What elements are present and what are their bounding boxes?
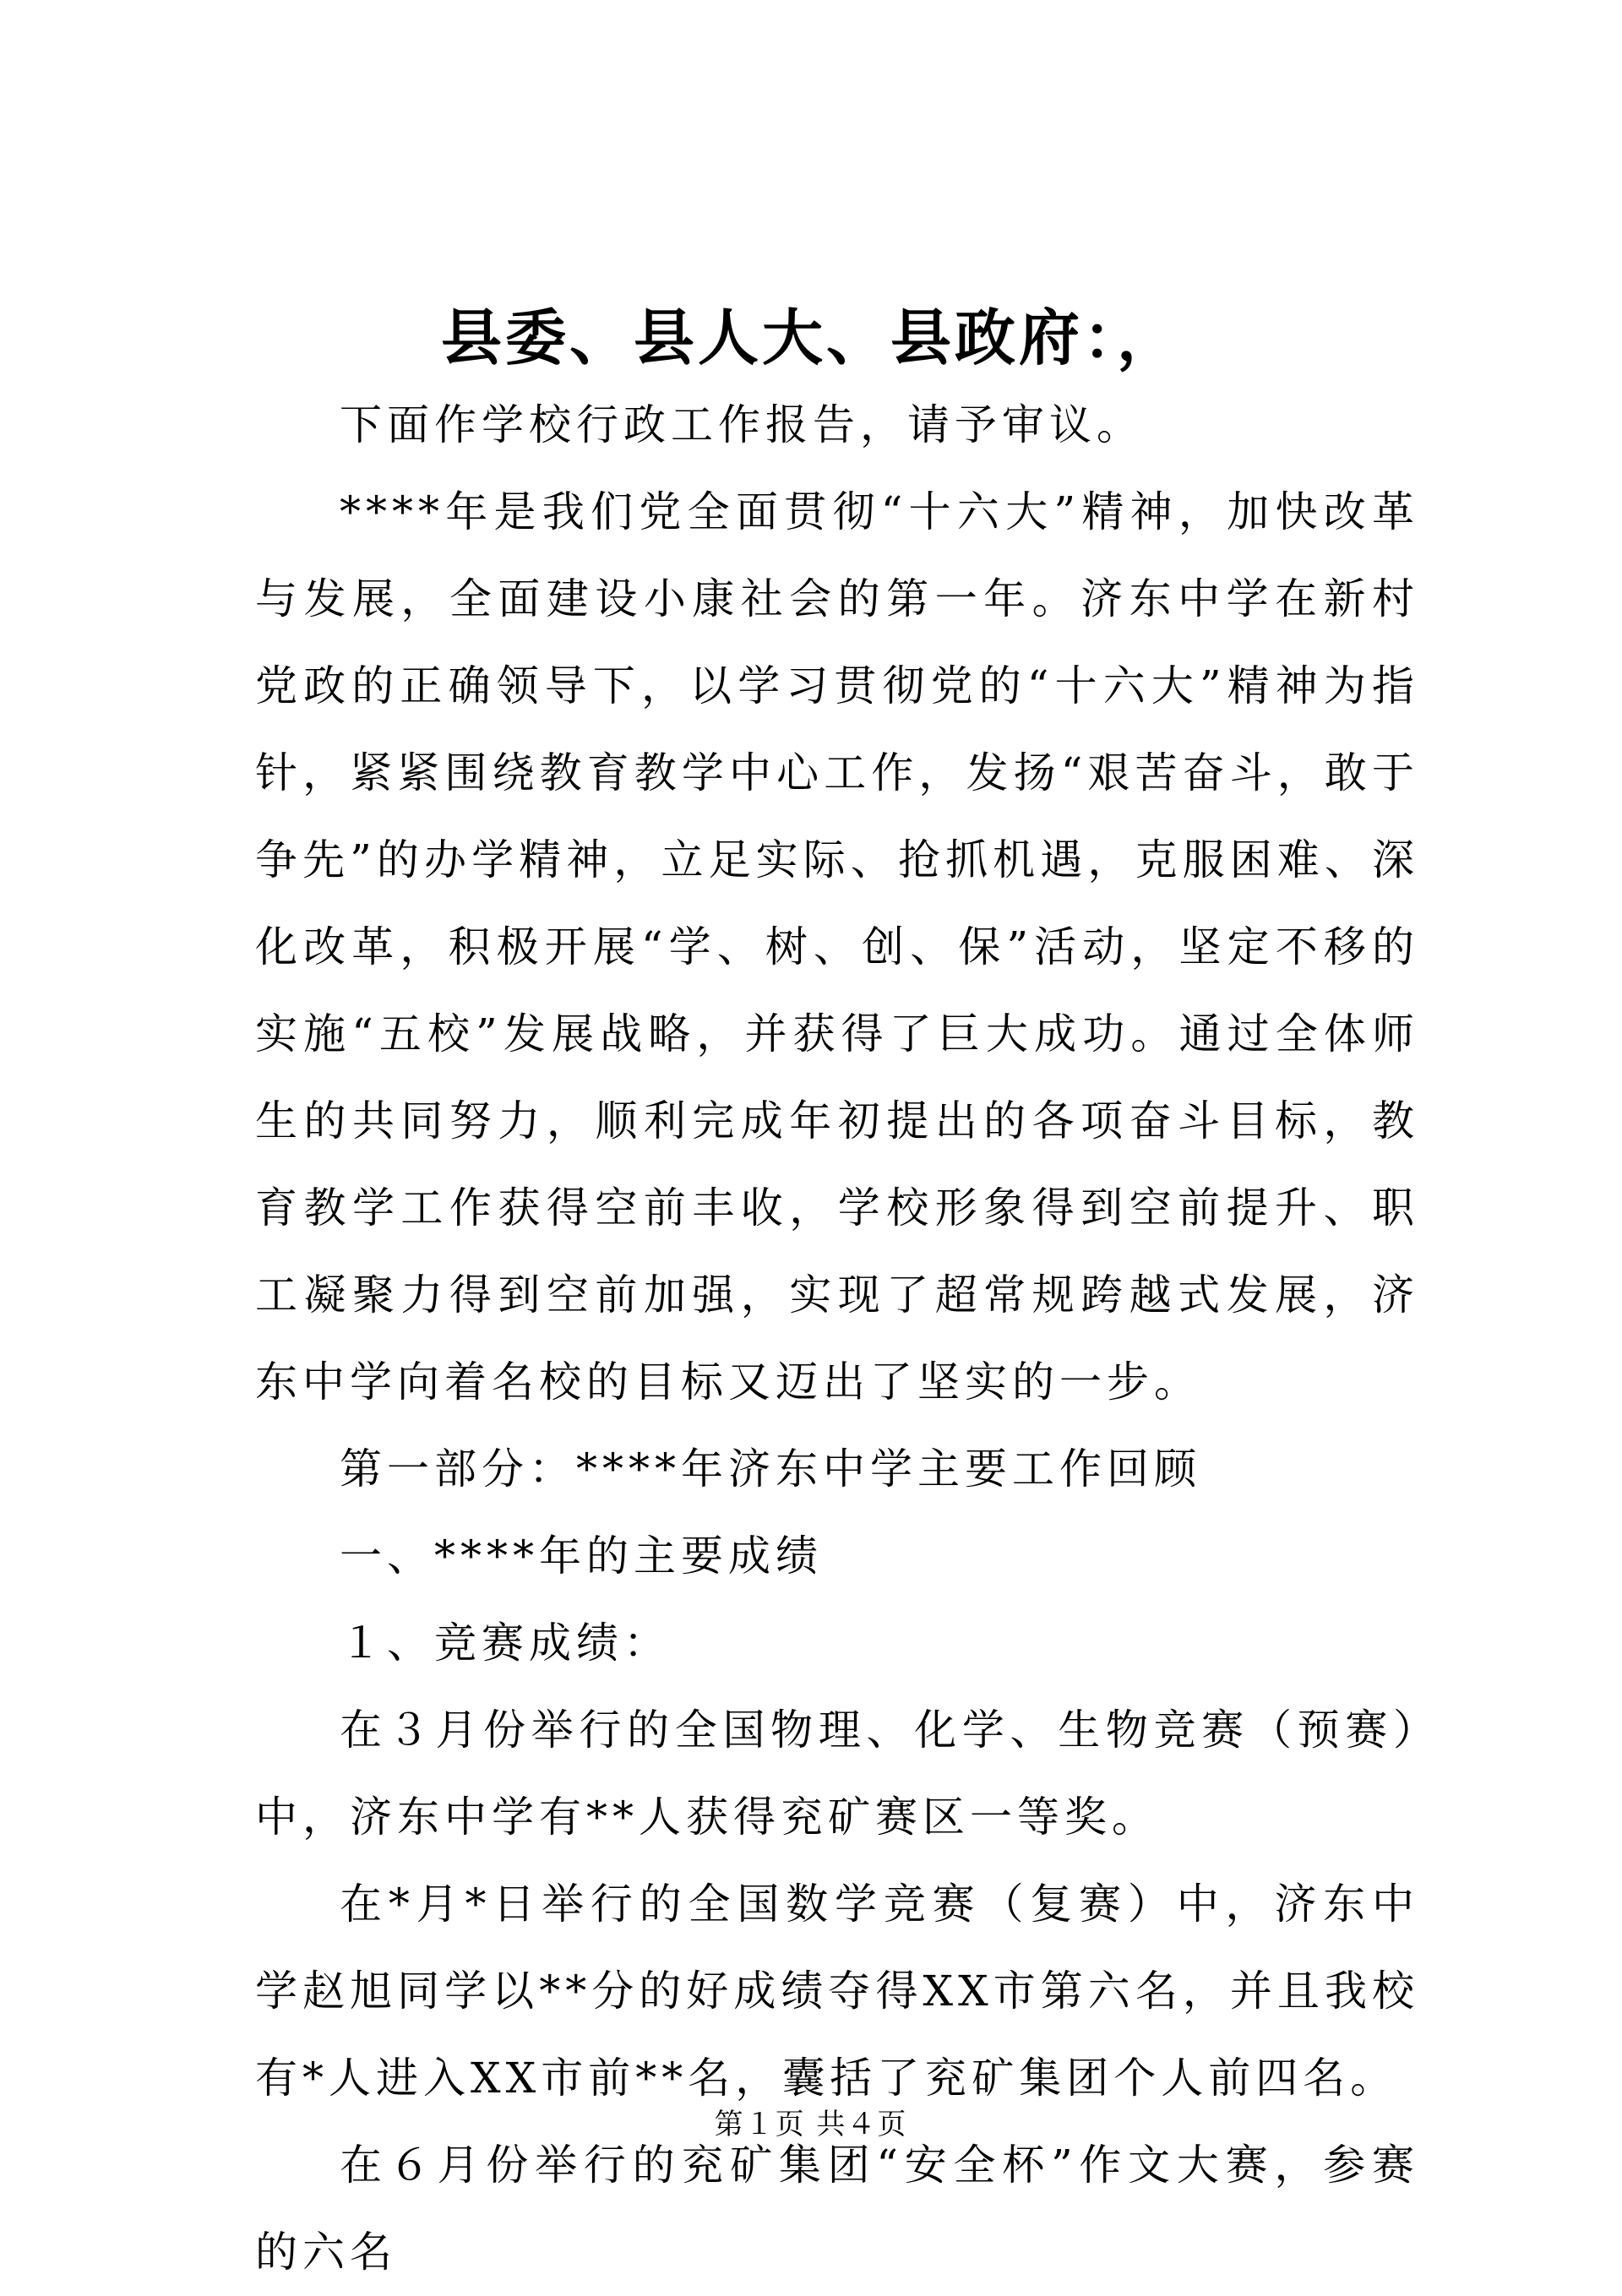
section-heading: 第一部分：****年济东中学主要工作回顾 [340, 1445, 1201, 1493]
paragraph: 在*月*日举行的全国数学竞赛（复赛）中，济东中学赵旭同学以**分的好成绩夺得XX市第六名，并且我校有*人进入XX市前**名，囊括了兖矿集团个人前四名。 [255, 1880, 1419, 2103]
document-title: 县委、县人大、县政府：， [440, 302, 1181, 373]
paragraph: 下面作学校行政工作报告，请予审议。 [340, 400, 1144, 449]
page-footer: 第１页 共４页 [714, 2108, 908, 2141]
paragraph: ****年是我们党全面贯彻“十六大”精神，加快改革与发展，全面建设小康社会的第一年。济东中学在新村党政的正确领导下，以学习贯彻党的“十六大”精神为指针，紧紧围绕教育教学中心工作，发扬“艰苦奋斗，敢于争先”的办学精神，立足实际、抢抓机遇，克服困难、深化改革，积极开展“学、树、创、保”活动，坚定不移的实施“五校”发展战略，并获得了巨大成功。通过全体师生的共同努力，顺利完成年初提出的各项奋斗目标，教育教学工作获得空前丰收，学校形象得到空前提升、职工凝聚力得到空前加强，实现了超常规跨越式发展，济东中学向着名校的目标又迈出了坚实的一步。 [255, 487, 1419, 1406]
item-heading: １、竞赛成绩： [340, 1619, 671, 1668]
paragraph: 在３月份举行的全国物理、化学、生物竞赛（预赛）中，济东中学有**人获得兖矿赛区一等奖。 [255, 1706, 1419, 1842]
paragraph: 在６月份举行的兖矿集团“安全杯”作文大赛，参赛的六名 [255, 2141, 1419, 2277]
document-body [255, 382, 1419, 2296]
subsection-heading: 一、****年的主要成绩 [340, 1532, 823, 1581]
